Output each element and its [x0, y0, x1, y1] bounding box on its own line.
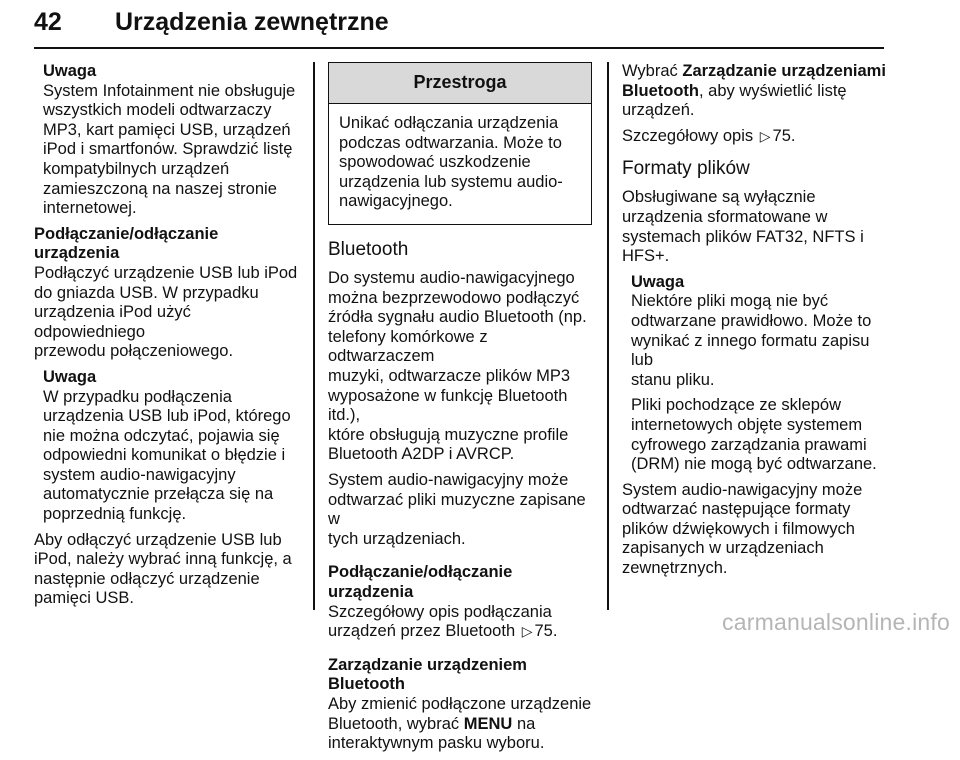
note-text-drm: Pliki pochodzące ze sklepów internetowych objęte systemem cyfrowego zarządzania prawami (DRM) nie mogą być odtwarzane. — [631, 396, 877, 474]
subheading-bluetooth-connecting: Podłączanie/odłączanie urządzenia — [328, 563, 513, 601]
paragraph-bluetooth-playback: System audio-nawigacyjny może odtwarzać pliki muzyczne zapisane w tych urządzeniach. — [328, 471, 586, 548]
section-heading-file-formats: Formaty plików — [622, 158, 750, 180]
note-compatibility — [43, 62, 304, 219]
column-divider — [607, 62, 609, 610]
note-text: Niektóre pliki mogą nie być odtwarzane prawidłowo. Może to wynikać z innego formatu zapisu lub stanu pliku. — [631, 292, 872, 389]
note-text: System Infotainment nie obsługuje wszystkich modeli odtwarzaczy MP3, kart pamięci USB, urządzeń iPod i smartfonów. Sprawdzić listę kompatybilnych urządzeń zamieszczoną na naszej stronie internetowej. — [43, 81, 296, 218]
column-middle — [328, 62, 598, 760]
note-unreadable-device — [43, 368, 304, 525]
paragraph-bluetooth-connect-ref: Szczegółowy opis podłączania urządzeń przez Bluetooth ▷ 75. — [328, 602, 558, 641]
paragraph-detail-ref: Szczegółowy opis ▷ 75. — [622, 126, 796, 145]
paragraph-disconnect-usb: Aby odłączyć urządzenie USB lub iPod, należy wybrać inną funkcję, a następnie odłączyć urządzenie pamięci USB. — [34, 530, 292, 608]
column-left — [34, 62, 304, 615]
note-file-playback — [631, 273, 892, 475]
page-reference[interactable]: 75. — [534, 622, 558, 641]
page-title: Urządzenia zewnętrzne — [115, 8, 389, 36]
note-title: Uwaga — [43, 62, 97, 80]
paragraph-device-management: Wybrać Zarządzanie urządzeniami Bluetooth, aby wyświetlić listę urządzeń. — [622, 62, 886, 120]
page-reference[interactable]: 75. — [772, 126, 796, 145]
note-title: Uwaga — [43, 367, 97, 386]
caution-text: Unikać odłączania urządzenia podczas odtwarzania. Może to spowodować uszkodzenie urządzenia lub systemu audio- nawigacyjnego. — [339, 114, 563, 211]
watermark: carmanualsonline.info — [722, 609, 950, 635]
paragraph-bluetooth-sources: Do systemu audio-nawigacyjnego można bezprzewodowo podłączyć źródła sygnału audio Bluetooth (np. telefony komórkowe z odtwarzaczem muzyki, odtwarzacze plików MP3 wyposażone w funkcję Bluetooth itd.), które obsługują muzyczne profile Bluetooth A2DP i AVRCP. — [328, 269, 587, 464]
note-text: W przypadku podłączenia urządzenia USB lub iPod, którego nie można odczytać, pojawia się odpowiedni komunikat o błędzie i system audio-nawigacyjny automatycznie przełącza się na poprzednią funkcję. — [43, 387, 291, 524]
note-title: Uwaga — [631, 272, 685, 291]
caution-box — [328, 62, 592, 225]
reference-arrow-icon: ▷ — [521, 623, 533, 640]
paragraph-playable-formats: System audio-nawigacyjny może odtwarzać następujące formaty plików dźwiękowych i filmowych zapisanych w urządzeniach zewnętrznych. — [622, 480, 863, 578]
paragraph-supported-filesystems: Obsługiwane są wyłącznie urządzenia sformatowane w systemach plików FAT32, NFTS i HFS+. — [622, 188, 864, 266]
header-rule — [34, 47, 884, 49]
section-heading-bluetooth: Bluetooth — [328, 239, 409, 261]
menu-keyword: MENU — [463, 714, 513, 733]
column-right — [622, 62, 892, 585]
paragraph-bluetooth-management: Aby zmienić podłączone urządzenie Bluetooth, wybrać MENU na interaktywnym pasku wyboru. — [328, 694, 592, 753]
subheading-connecting: Podłączanie/odłączanie urządzenia — [34, 224, 219, 263]
paragraph-connect-usb: Podłączyć urządzenie USB lub iPod do gniazda USB. W przypadku urządzenia iPod użyć odpowiedniego przewodu połączeniowego. — [34, 263, 298, 361]
caution-title: Przestroga — [329, 63, 591, 103]
subheading-bluetooth-management: Zarządzanie urządzeniem Bluetooth — [328, 655, 527, 694]
page-number: 42 — [34, 8, 62, 36]
reference-arrow-icon: ▷ — [759, 127, 771, 144]
column-divider — [313, 62, 315, 610]
